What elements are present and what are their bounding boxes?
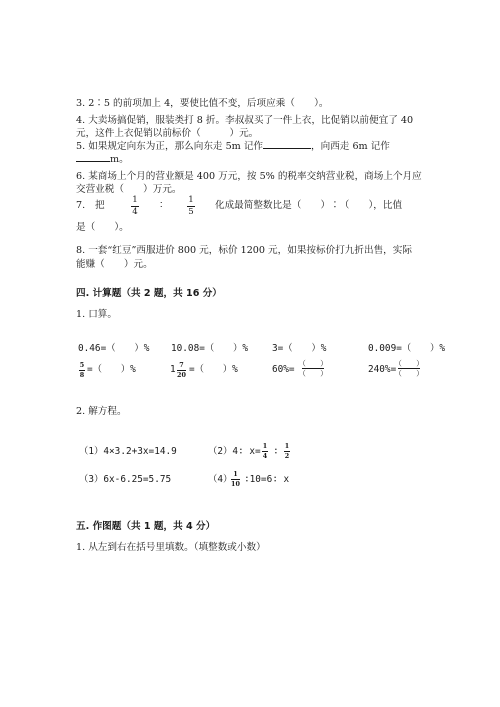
fraction-numerator: 1 <box>284 442 290 450</box>
oral-calc-6-whole: 1 <box>170 364 176 375</box>
fraction-numerator: 7 <box>179 361 184 369</box>
question-7-colon: ∶ <box>160 200 163 211</box>
question-7-fraction-1 <box>131 196 139 217</box>
question-7-number: 7. <box>76 200 86 211</box>
question-5-line1 <box>76 141 390 153</box>
question-6-line2: 交营业税（ ）万元。 <box>76 184 182 195</box>
oral-calc-8-pre: 240%= <box>368 364 397 375</box>
question-5-text-b: ，向西走 6m 记作 <box>311 141 390 152</box>
fraction-denominator: 5 <box>188 207 194 217</box>
fraction-numerator: 1 <box>132 195 138 205</box>
question-6-line1: 6. 某商场上个月的营业额是 400 万元，按 5% 的税率交纳营业税，商场上个月应 <box>76 171 422 182</box>
oral-calc-2: 10.08=（ ）% <box>171 343 249 354</box>
fraction-denominator: 10 <box>231 480 240 488</box>
equation-2-fraction-2 <box>284 443 290 460</box>
answer-blank[interactable] <box>76 161 110 162</box>
question-3: 3. 2∶5 的前项加上 4，要使比值不变，后项应乘（ ）。 <box>76 98 329 109</box>
fraction-denominator: 2 <box>284 452 290 460</box>
fraction-numerator: 1 <box>233 470 238 478</box>
fraction-numerator: 1 <box>262 442 268 450</box>
fraction-denominator: 20 <box>177 371 186 379</box>
equation-2-pre: （2）4∶ x= <box>208 446 261 457</box>
fraction-denominator: 8 <box>79 371 85 379</box>
oral-calc-4: 0.009=（ ）% <box>368 343 446 354</box>
question-8-line1: 8. 一套“红豆”西服进价 800 元，标价 1200 元，如果按标价打九折出售，实际 <box>76 245 412 256</box>
section-5-title: 五. 作图题（共 1 题，共 4 分） <box>76 521 216 532</box>
equation-3: （3）6x-6.25=5.75 <box>79 474 172 485</box>
question-4-line2: 元，这件上衣促销以前标价（ ）元。 <box>76 128 259 139</box>
fraction-denominator: 4 <box>132 207 138 217</box>
oral-calc-8-answer-fraction[interactable] <box>394 359 424 378</box>
question-7-ba: 把 <box>95 200 105 211</box>
section-4-sub-1: 1. 口算。 <box>76 309 117 320</box>
oral-calc-6-tail: =（ ）% <box>189 364 238 375</box>
fraction-denominator: 4 <box>262 452 268 460</box>
question-5-line2 <box>76 154 129 166</box>
fraction-numerator: 1 <box>188 195 194 205</box>
question-7-fraction-2 <box>187 196 195 217</box>
oral-calc-1: 0.46=（ ）% <box>78 343 150 354</box>
equation-1: （1）4×3.2+3x=14.9 <box>79 446 177 457</box>
fraction-denominator: （ ） <box>394 369 424 378</box>
question-7-line2: 是（ ）。 <box>76 222 129 233</box>
equation-4-tail: ∶10=6∶ x <box>244 474 290 485</box>
question-8-line2: 能赚（ ）元。 <box>76 259 153 270</box>
oral-calc-5-fraction <box>79 362 85 379</box>
question-5-text-a: 5. 如果规定向东为正，那么向东走 5m 记作 <box>76 141 264 152</box>
equation-2-fraction-1 <box>262 443 268 460</box>
question-4-line1: 4. 大卖场搞促销，服装类打 8 折。李叔叔买了一件上衣，比促销以前便宜了 40 <box>76 115 414 126</box>
oral-calc-7-pre: 60%= <box>272 364 295 375</box>
fraction-numerator: 5 <box>79 361 85 369</box>
fraction-denominator: （ ） <box>298 369 328 378</box>
oral-calc-3: 3=（ ）% <box>272 343 327 354</box>
question-5-text-c: m。 <box>110 154 129 165</box>
section-4-sub-2: 2. 解方程。 <box>76 406 127 417</box>
fraction-numerator: （ ） <box>394 359 424 368</box>
equation-4-pre: （4） <box>208 474 233 485</box>
section-4-title: 四. 计算题（共 2 题，共 16 分） <box>76 288 222 299</box>
oral-calc-7-answer-fraction[interactable] <box>298 359 328 378</box>
equation-2-colon: ∶ <box>273 446 279 457</box>
oral-calc-5-tail: =（ ）% <box>87 364 136 375</box>
fraction-numerator: （ ） <box>298 359 328 368</box>
answer-blank[interactable] <box>263 148 311 149</box>
section-5-sub-1: 1. 从左到右在括号里填数。（填整数或小数） <box>76 542 266 553</box>
oral-calc-6-fraction <box>177 362 186 379</box>
question-7-tail: 化成最简整数比是（ ）∶（ ），比值 <box>215 200 403 211</box>
equation-4-fraction <box>231 471 240 488</box>
